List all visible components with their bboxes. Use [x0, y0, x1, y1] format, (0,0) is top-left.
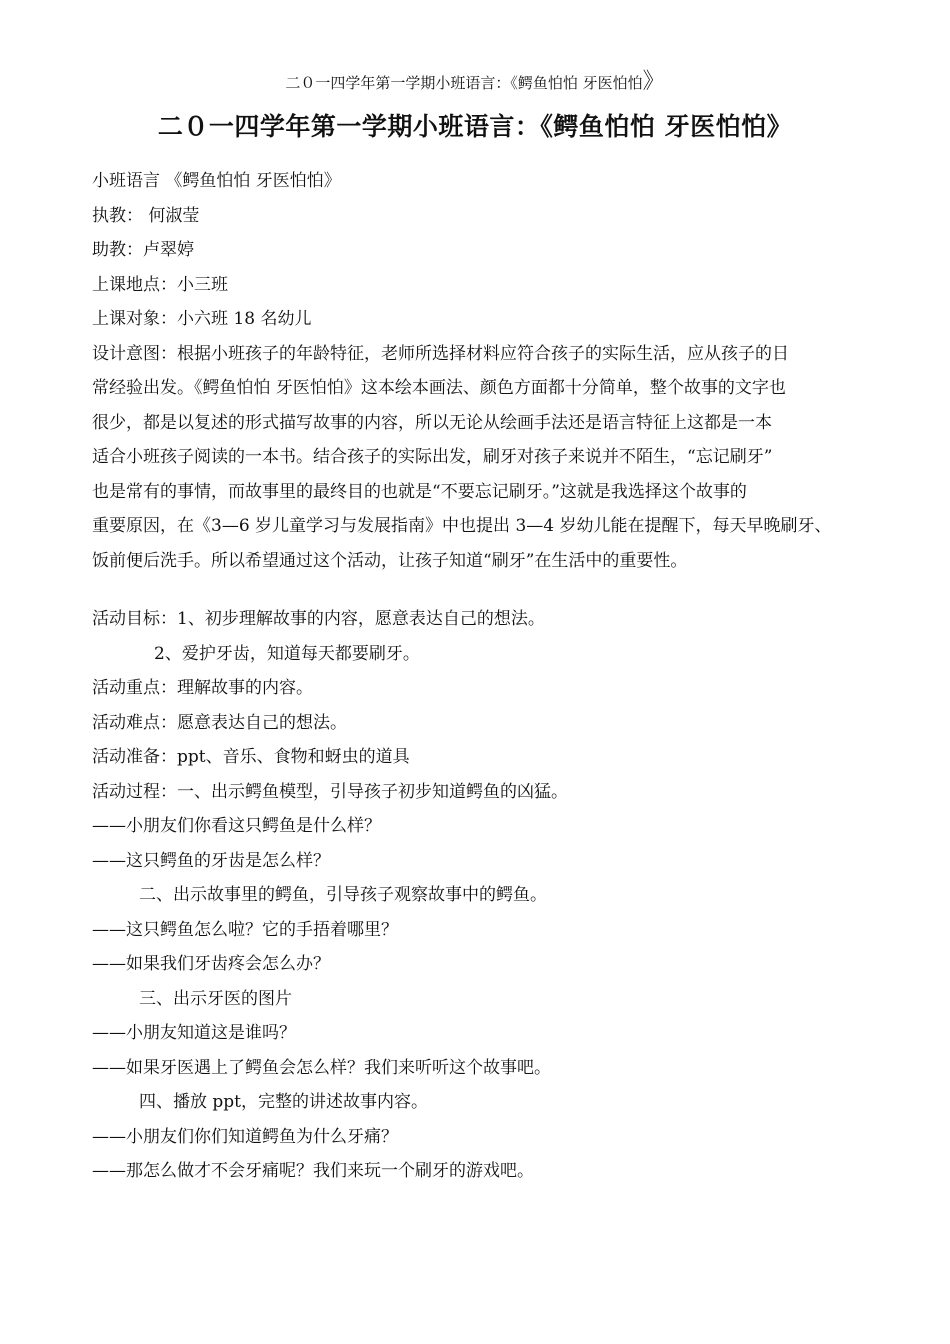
course-line: 小班语言 《鳄鱼怕怕 牙医怕怕》	[92, 171, 341, 191]
process-step-4: 四、播放 ppt，完整的讲述故事内容。	[139, 1092, 428, 1112]
question-line: ——那怎么做才不会牙痛呢？我们来玩一个刷牙的游戏吧。	[92, 1161, 534, 1181]
design-intent-line: 设计意图：根据小班孩子的年龄特征，老师所选择材料应符合孩子的实际生活，应从孩子的日	[92, 343, 789, 364]
question-line: ——小朋友们你们知道鳄鱼为什么牙痛？	[92, 1126, 398, 1147]
goal-line-2: 2、爱护牙齿，知道每天都要刷牙。	[154, 643, 420, 664]
question-line: ——如果牙医遇上了鳄鱼会怎么样？我们来听听这个故事吧。	[92, 1057, 551, 1078]
question-line: ——这只鳄鱼怎么啦？它的手捂着哪里？	[92, 919, 398, 940]
paragraph-gap	[92, 578, 882, 602]
assistant-line: 助教：卢翠婷	[92, 240, 194, 260]
document-body	[92, 164, 882, 1189]
running-header	[0, 70, 950, 95]
question-line: ——小朋友知道这是谁吗？	[92, 1023, 296, 1043]
design-intent-line: 重要原因，在《3—6 岁儿童学习与发展指南》中也提出 3—4 岁幼儿能在提醒下，每天早晚刷牙、	[92, 516, 832, 536]
design-intent-line: 适合小班孩子阅读的一本书。结合孩子的实际出发，刷牙对孩子来说并不陌生，“忘记刷牙”	[92, 447, 773, 467]
audience-line: 上课对象：小六班 18 名幼儿	[92, 309, 312, 329]
difficulty-line: 活动难点：愿意表达自己的想法。	[92, 712, 347, 733]
process-step-1: 活动过程：一、出示鳄鱼模型，引导孩子初步知道鳄鱼的凶猛。	[92, 781, 568, 802]
location-line: 上课地点：小三班	[92, 274, 228, 295]
running-header-close: 》	[642, 69, 665, 94]
process-step-3: 三、出示牙医的图片	[139, 988, 292, 1009]
design-intent-line: 也是常有的事情，而故事里的最终目的也就是“不要忘记刷牙。”这就是我选择这个故事的	[92, 481, 747, 502]
question-line: ——这只鳄鱼的牙齿是怎么样？	[92, 850, 330, 871]
design-intent-line: 常经验出发。《鳄鱼怕怕 牙医怕怕》这本绘本画法、颜色方面都十分简单，整个故事的文字也	[92, 378, 786, 398]
teacher-line: 执教： 何淑莹	[92, 205, 200, 226]
page-title: 二０一四学年第一学期小班语言：《鳄鱼怕怕 牙医怕怕》	[157, 112, 793, 141]
key-point-line: 活动重点：理解故事的内容。	[92, 678, 313, 698]
preparation-line: 活动准备：ppt、音乐、食物和蚜虫的道具	[92, 747, 410, 767]
process-step-2: 二、出示故事里的鳄鱼，引导孩子观察故事中的鳄鱼。	[139, 885, 547, 905]
design-intent-line: 饭前便后洗手。所以希望通过这个活动，让孩子知道“刷牙”在生活中的重要性。	[92, 550, 688, 571]
running-header-text: 二０一四学年第一学期小班语言：《鳄鱼怕怕 牙医怕怕	[285, 74, 643, 92]
design-intent-line: 很少，都是以复述的形式描写故事的内容，所以无论从绘画手法还是语言特征上这都是一本	[92, 412, 772, 433]
design-intent-paragraph	[92, 337, 882, 579]
question-line: ——如果我们牙齿疼会怎么办？	[92, 954, 330, 974]
question-line: ——小朋友们你看这只鳄鱼是什么样？	[92, 816, 381, 836]
goal-line-1: 活动目标：1、初步理解故事的内容，愿意表达自己的想法。	[92, 609, 545, 629]
